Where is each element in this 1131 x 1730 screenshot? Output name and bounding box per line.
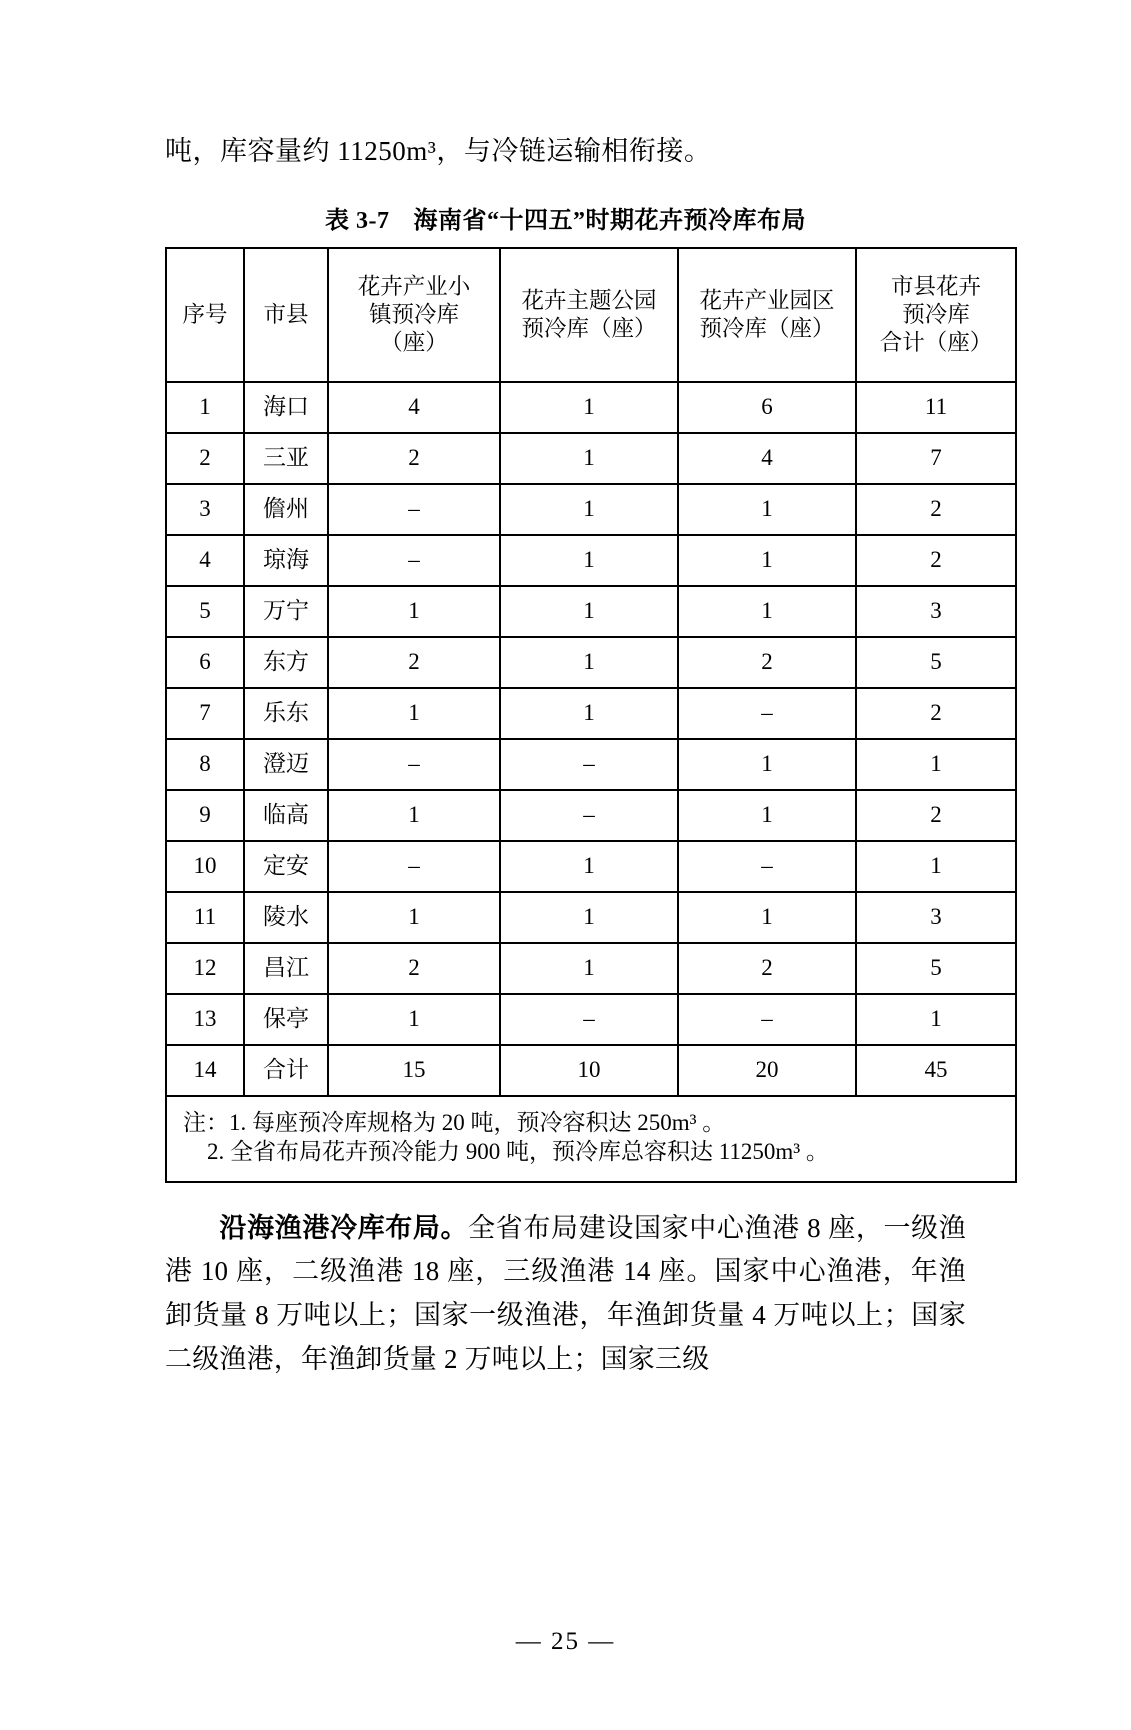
flower-precooling-storage-table — [165, 247, 1017, 1183]
table-row — [166, 637, 1016, 688]
table-header-row — [166, 248, 1016, 382]
cell-town: – — [328, 841, 500, 892]
table-row — [166, 382, 1016, 433]
cell-seq: 1 — [166, 382, 244, 433]
cell-industrial-park: 20 — [678, 1045, 856, 1096]
cell-town: 2 — [328, 943, 500, 994]
cell-total: 11 — [856, 382, 1016, 433]
cell-city: 定安 — [244, 841, 328, 892]
cell-city: 东方 — [244, 637, 328, 688]
cell-industrial-park: 1 — [678, 790, 856, 841]
table-row — [166, 433, 1016, 484]
cell-town: 4 — [328, 382, 500, 433]
cell-town: 15 — [328, 1045, 500, 1096]
header-industrial-park-precooling-line1: 花卉产业园区 — [699, 288, 835, 314]
cell-town: 2 — [328, 637, 500, 688]
cell-industrial-park: 1 — [678, 739, 856, 790]
header-city-total-line2: 预冷库 — [902, 302, 970, 328]
cell-city: 三亚 — [244, 433, 328, 484]
table-row — [166, 484, 1016, 535]
table-caption-title: 海南省“十四五”时期花卉预冷库布局 — [413, 208, 806, 235]
cell-seq: 10 — [166, 841, 244, 892]
table-note — [166, 1096, 1016, 1182]
cell-city: 临高 — [244, 790, 328, 841]
header-city-total — [856, 248, 1016, 382]
table-note-line-2: 2. 全省布局花卉预冷能力 900 吨，预冷库总容积达 11250m³ 。 — [207, 1138, 829, 1164]
header-industrial-park-precooling-line2: 预冷库（座） — [699, 316, 835, 342]
header-city-total-line3: 合计（座） — [879, 330, 993, 356]
cell-theme-park: 1 — [500, 535, 678, 586]
header-theme-park-precooling-line1: 花卉主题公园 — [521, 288, 657, 314]
cell-total: 3 — [856, 892, 1016, 943]
section-paragraph-text: 全省布局建设国家中心渔港 8 座，一级渔港 10 座，二级渔港 18 座，三级渔港 14 座。国家中心渔港，年渔卸货量 8 万吨以上；国家一级渔港，年渔卸货量 4 万吨以上；国家二级渔港，年渔卸货量 2 万吨以上；国家三级 — [165, 1212, 966, 1374]
cell-seq: 14 — [166, 1045, 244, 1096]
cell-total: 1 — [856, 739, 1016, 790]
document-page — [0, 130, 1131, 1730]
cell-industrial-park: 4 — [678, 433, 856, 484]
cell-seq: 4 — [166, 535, 244, 586]
cell-town: 1 — [328, 790, 500, 841]
cell-total: 1 — [856, 994, 1016, 1045]
header-town-precooling-line1: 花卉产业小 — [357, 274, 471, 299]
cell-seq: 11 — [166, 892, 244, 943]
cell-total: 1 — [856, 841, 1016, 892]
cell-city: 保亭 — [244, 994, 328, 1045]
cell-town: 1 — [328, 892, 500, 943]
header-theme-park-precooling-line2: 预冷库（座） — [521, 316, 657, 342]
cell-seq: 7 — [166, 688, 244, 739]
cell-city: 琼海 — [244, 535, 328, 586]
cell-industrial-park: – — [678, 688, 856, 739]
table-row — [166, 790, 1016, 841]
cell-theme-park: 1 — [500, 688, 678, 739]
cell-town: 1 — [328, 586, 500, 637]
cell-town: – — [328, 484, 500, 535]
cell-city: 合计 — [244, 1045, 328, 1096]
cell-city: 儋州 — [244, 484, 328, 535]
cell-theme-park: 1 — [500, 433, 678, 484]
cell-industrial-park: 2 — [678, 637, 856, 688]
cell-total: 3 — [856, 586, 1016, 637]
lead-paragraph: 吨，库容量约 11250m³，与冷链运输相衔接。 — [165, 136, 712, 166]
coastal-fishing-port-paragraph — [165, 1207, 966, 1382]
cell-town: – — [328, 739, 500, 790]
cell-industrial-park: 1 — [678, 586, 856, 637]
cell-city: 昌江 — [244, 943, 328, 994]
cell-town: 1 — [328, 688, 500, 739]
cell-city: 陵水 — [244, 892, 328, 943]
cell-seq: 9 — [166, 790, 244, 841]
cell-total: 5 — [856, 943, 1016, 994]
cell-theme-park: 1 — [500, 382, 678, 433]
cell-theme-park: 1 — [500, 484, 678, 535]
table-row — [166, 841, 1016, 892]
cell-total: 2 — [856, 688, 1016, 739]
section-heading: 沿海渔港冷库布局。 — [219, 1212, 469, 1243]
header-city: 市县 — [244, 248, 328, 382]
table-row — [166, 586, 1016, 637]
cell-industrial-park: – — [678, 994, 856, 1045]
cell-total: 2 — [856, 790, 1016, 841]
table-row — [166, 892, 1016, 943]
cell-city: 海口 — [244, 382, 328, 433]
cell-industrial-park: 1 — [678, 892, 856, 943]
table-row — [166, 535, 1016, 586]
cell-industrial-park: 6 — [678, 382, 856, 433]
cell-total: 5 — [856, 637, 1016, 688]
header-city-total-line1: 市县花卉 — [890, 274, 981, 299]
page-number: — 25 — — [515, 1628, 616, 1655]
cell-seq: 8 — [166, 739, 244, 790]
cell-theme-park: – — [500, 739, 678, 790]
cell-total: 45 — [856, 1045, 1016, 1096]
cell-theme-park: 1 — [500, 586, 678, 637]
cell-seq: 12 — [166, 943, 244, 994]
cell-city: 澄迈 — [244, 739, 328, 790]
table-caption — [165, 200, 966, 235]
cell-industrial-park: 1 — [678, 484, 856, 535]
table-note-row — [166, 1096, 1016, 1182]
table-row-total — [166, 1045, 1016, 1096]
table-header — [166, 248, 1016, 382]
cell-town: 2 — [328, 433, 500, 484]
header-town-precooling-line3: （座） — [380, 330, 448, 356]
cell-theme-park: – — [500, 994, 678, 1045]
table-row — [166, 994, 1016, 1045]
table-caption-number: 表 3-7 — [325, 208, 390, 235]
cell-total: 2 — [856, 535, 1016, 586]
table-row — [166, 943, 1016, 994]
cell-theme-park: 10 — [500, 1045, 678, 1096]
cell-theme-park: 1 — [500, 637, 678, 688]
table-row — [166, 739, 1016, 790]
cell-theme-park: 1 — [500, 892, 678, 943]
header-industrial-park-precooling — [678, 248, 856, 382]
cell-town: 1 — [328, 994, 500, 1045]
cell-industrial-park: 2 — [678, 943, 856, 994]
header-town-precooling — [328, 248, 500, 382]
header-theme-park-precooling — [500, 248, 678, 382]
cell-theme-park: 1 — [500, 841, 678, 892]
cell-theme-park: – — [500, 790, 678, 841]
cell-theme-park: 1 — [500, 943, 678, 994]
cell-seq: 6 — [166, 637, 244, 688]
cell-seq: 5 — [166, 586, 244, 637]
table-note-line-1: 注：1. 每座预冷库规格为 20 吨，预冷容积达 250m³ 。 — [183, 1110, 726, 1136]
cell-total: 2 — [856, 484, 1016, 535]
cell-city: 万宁 — [244, 586, 328, 637]
cell-industrial-park: – — [678, 841, 856, 892]
cell-seq: 2 — [166, 433, 244, 484]
cell-town: – — [328, 535, 500, 586]
cell-total: 7 — [856, 433, 1016, 484]
header-seq: 序号 — [166, 248, 244, 382]
header-town-precooling-line2: 镇预冷库 — [368, 302, 459, 328]
table-body — [166, 382, 1016, 1182]
table-row — [166, 688, 1016, 739]
cell-seq: 3 — [166, 484, 244, 535]
cell-seq: 13 — [166, 994, 244, 1045]
cell-industrial-park: 1 — [678, 535, 856, 586]
cell-city: 乐东 — [244, 688, 328, 739]
